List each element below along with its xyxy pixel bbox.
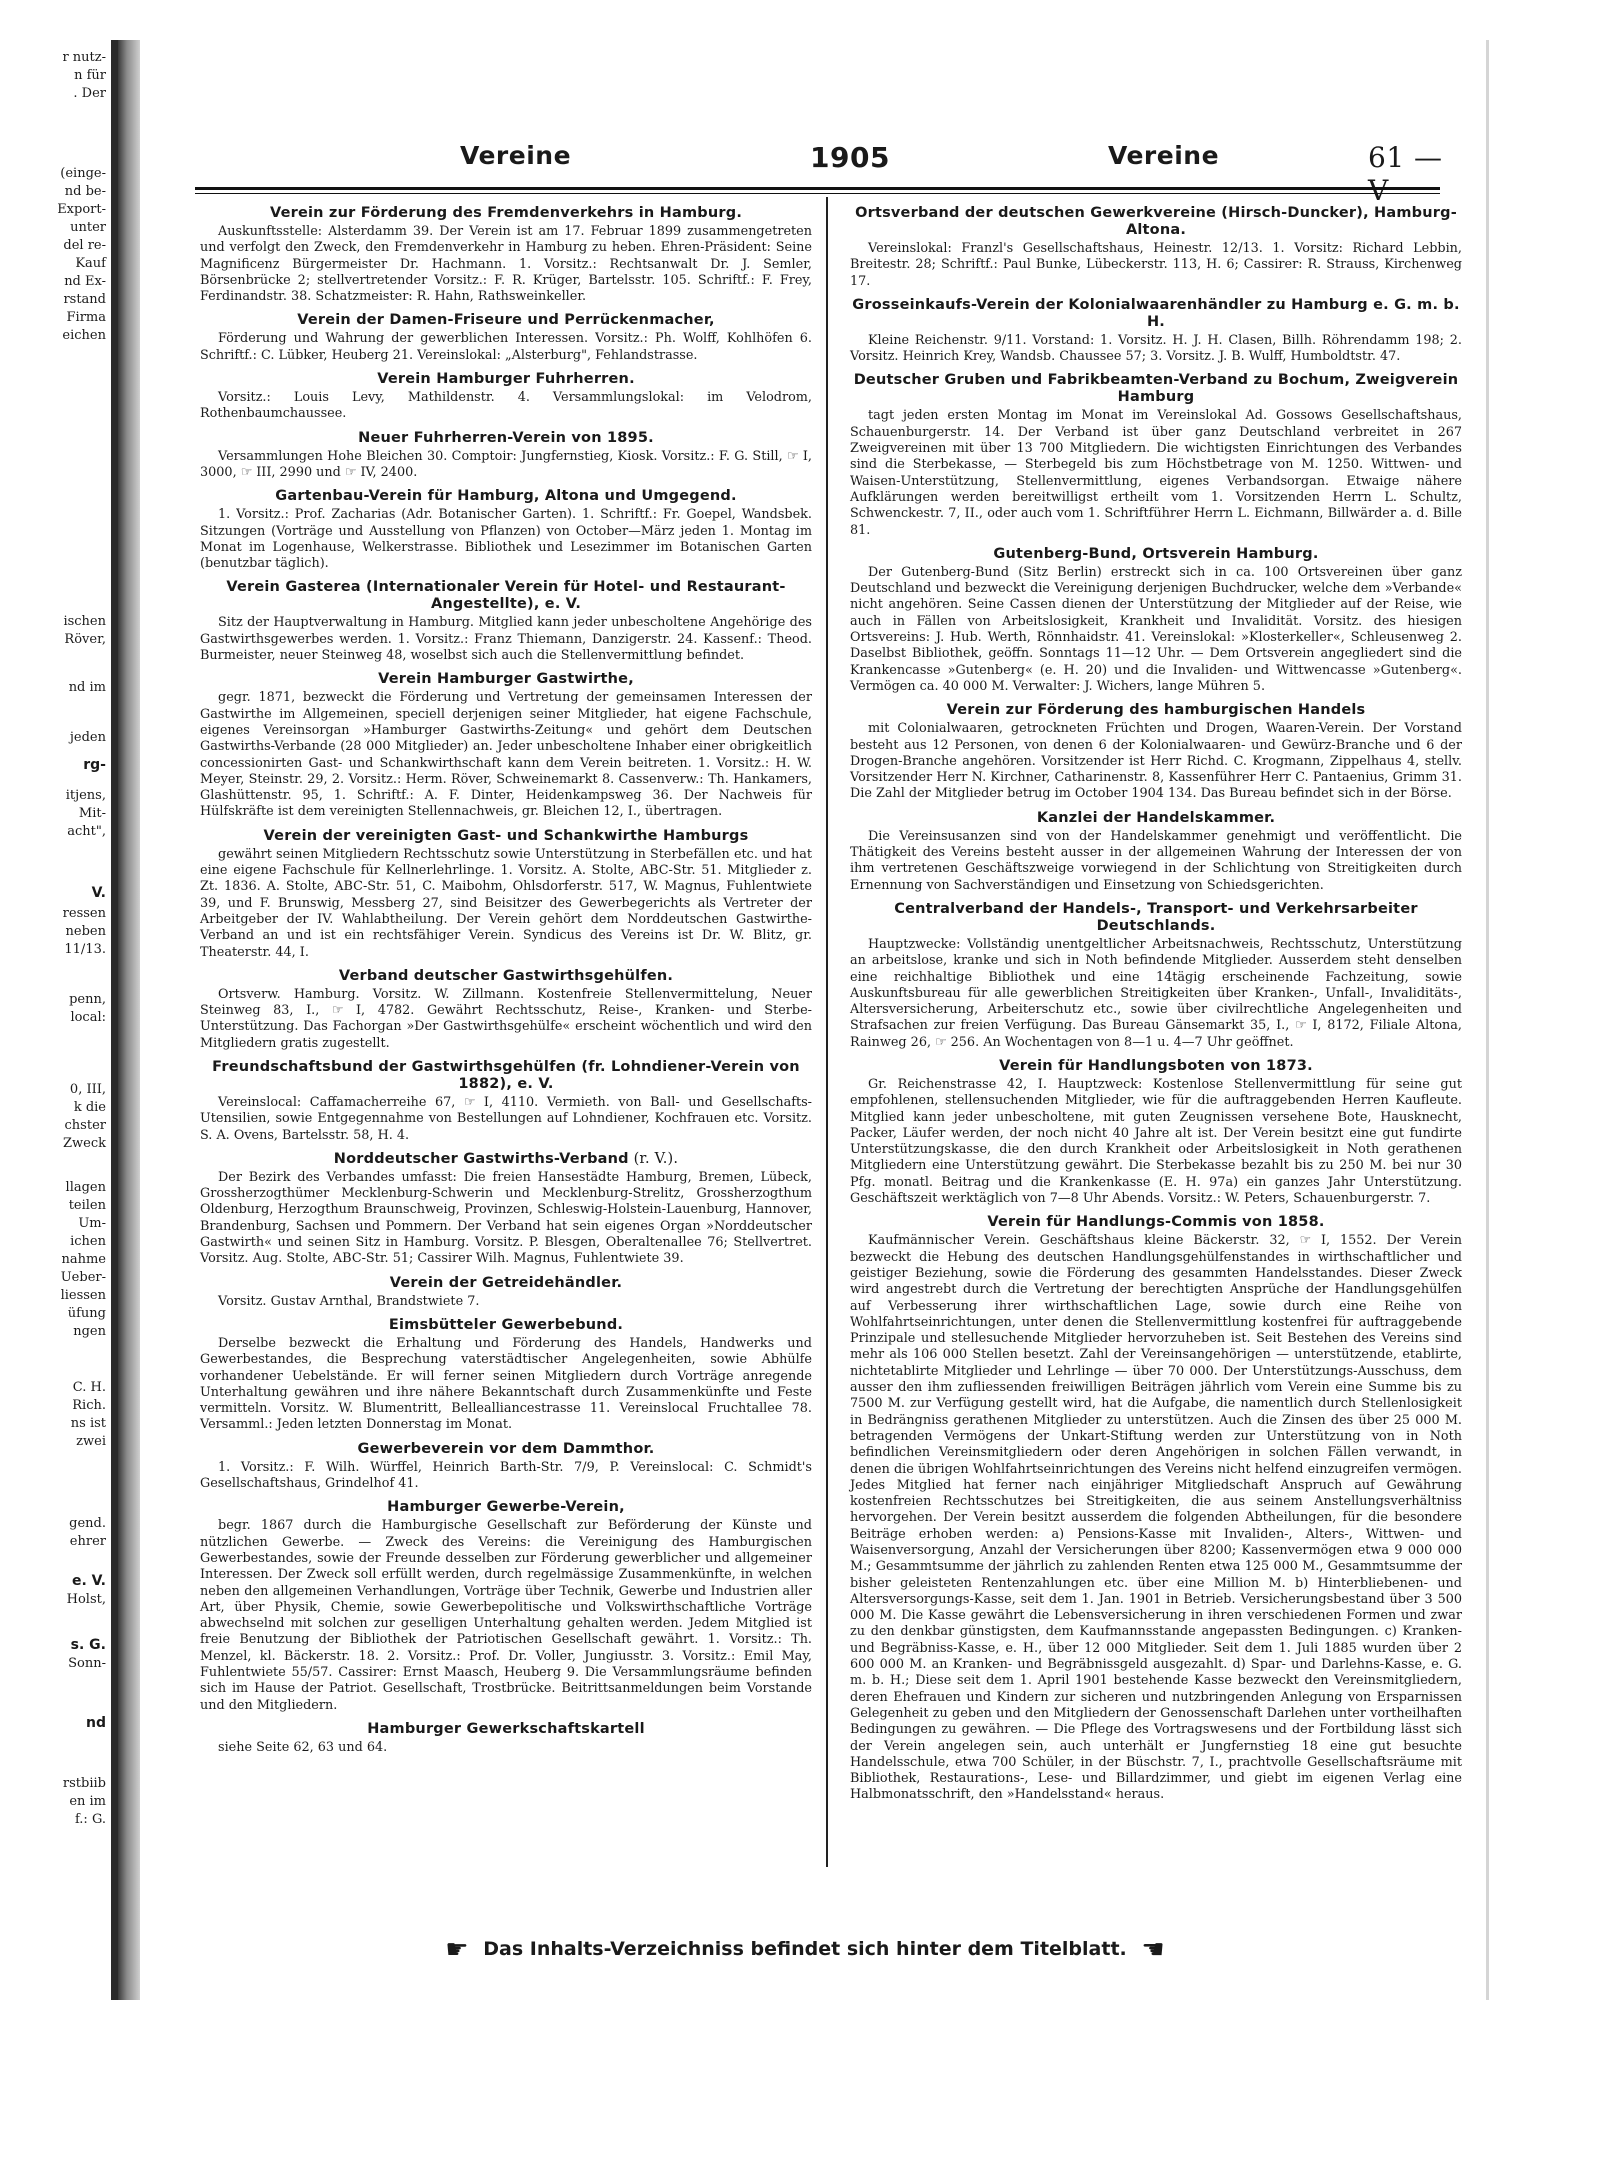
entry-title [200,1059,812,1093]
margin-fragment: . Der [73,86,106,101]
margin-fragment: local: [70,1010,106,1025]
entry-text: mit Colonialwaaren, getrockneten Früchten und Drogen, Waaren-Verein. Der Vorstand besteht aus 12 Personen, von denen 6 der Kolonialwaaren- und Gewürz-Branche und 6 der Drogen-Branche angehören. Vorsitzender ist Herr Richd. C. Krogmann, Zippelhaus 4, stellv. Vorsitzender Herr N. Kirchner, Catharinenstr. 8, Kassenführer Herr C. Pantaenius, Grimm 31. Die Zahl der Mitglieder betrug im October 1904 134. Das Bureau befindet sich in der Börse. [850,721,1462,802]
margin-fragment: Rich. [72,1398,106,1413]
margin-fragment: rg- [83,757,106,773]
directory-entry [850,901,1462,1051]
margin-fragment: k die [73,1100,106,1115]
entry-text: Versammlungen Hohe Bleichen 30. Comptoir: Jungfernstieg, Kiosk. Vorsitz.: F. G. Still, ☞ I, 3000, ☞ III, 2990 und ☞ IV, 2400. [200,448,812,480]
directory-entry [200,968,812,1052]
margin-fragment: eichen [62,328,106,343]
margin-fragment: acht", [67,824,106,839]
entry-title [200,1441,812,1458]
directory-entry [200,1151,812,1268]
margin-fragment: zwei [76,1434,106,1449]
margin-fragment: n für [74,68,106,83]
header-right-title: Vereine [1108,141,1220,170]
entry-text: Gr. Reichenstrasse 42, I. Hauptzweck: Kostenlose Stellenvermittlung für seine gut empfohlenen, stellensuchenden Mitglieder, wie für die auftraggebenden Herren Kaufleute. Mitglied kann jeder unbescholtene, mit guten Zeugnissen versehene Bote, Hausknecht, Packer, Läufer werden, der noch nicht 40 Jahre alt ist. Der Verein besitzt eine gut fundirte Unterstützungskasse, die den durch Krankheit oder Arbeitslosigkeit in Noth gerathenen Mitgliedern eine Unterstützung gewährt. Die Sterbekasse bezahlt bis zu 250 M. bei nur 30 Pfg. monatl. Beitrag und die Krankenkasse (E. H. 97a) ein ganzes Jahr Unterstützung. Geschäftszeit werktäglich von 7—8 Uhr Abends. Vorsitz.: W. Peters, Schauenburgerstr. 7. [850,1076,1462,1207]
facing-page-edge [0,40,118,2000]
entry-text: Vorsitz. Gustav Arnthal, Brandstwiete 7. [218,1293,480,1309]
margin-fragment: nd Ex- [64,274,106,289]
entry-text: gegr. 1871, bezweckt die Förderung und Vertretung der gemeinsamen Interessen der Gastwirthe im Allgemeinen, speciell derjenigen seiner Mitglieder, hat eigene Fachschule, eigenes Vereinsorgan »Hamburger Gastwirths-Zeitung« und gehört dem Deutschen Gastwirths-Verbande (28 000 Mitglieder) an. Jeder unbescholtene Inhaber einer obrigkeitlich concessionirten Gast- und Schankwirthschaft kann dem Verein beitreten. 1. Vorsitz.: H. W. Meyer, Steinstr. 29, 2. Vorsitz.: Herm. Röver, Schweinemarkt 8. Cassenverw.: Th. Hankamers, Glashüttenstr. 95, 1. Schriftf.: A. F. Dinter, Heidenkampsweg 36. Der Nachweis für Hülfskräfte ist dem vereinigten Stellennachweis, gr. Bleichen 12, I., übertragen. [200,690,812,820]
margin-fragment: Röver, [64,632,106,647]
entry-title-suffix: (r. V.). [628,1150,679,1167]
entry-text: siehe Seite 62, 63 und 64. [218,1739,388,1755]
entry-title-text: Verein zur Förderung des Fremdenverkehrs in Hamburg. [269,205,743,221]
entry-text: Hauptzwecke: Vollständig unentgeltlicher Arbeitsnachweis, Rechtsschutz, Unterstützung an arbeitslose, kranke und sich in Noth befindende Mitglieder. Ausserdem steht denselben eine reichhaltige Bibliothek und eine 14tägig erscheinende Fachzeitung, sowie Auskunftsbureau für alle gewerblichen Streitigkeiten über Kranken-, Unfall-, Invaliditäts-, Altersversicherung, Arbeiterschutz etc., sowie über civilrechtliche Angelegenheiten und Strafsachen zur freien Verfügung. Das Bureau Gänsemarkt 35, I., ☞ I, 8172, Filiale Altona, Rainweg 26, ☞ 256. An Wochentagen von 8—1 u. 4—7 Uhr geöffnet. [850,936,1462,1050]
margin-fragment: nd im [68,680,106,695]
directory-entry [200,579,812,664]
directory-entry [850,1214,1462,1803]
entry-title-text: Verband deutscher Gastwirthsgehülfen. [338,967,674,984]
margin-fragment: liessen [60,1288,106,1303]
pointing-hand-right-icon: ☛ [445,1935,469,1965]
entry-title [200,205,812,222]
directory-entry [850,1058,1462,1207]
directory-entry [200,1441,812,1493]
directory-entry [200,430,812,482]
entry-title-text: Grosseinkaufs-Verein der Kolonialwaarenhändler zu Hamburg e. G. m. b. H. [852,296,1460,330]
column-divider [826,197,828,1867]
margin-fragment: teilen [68,1198,106,1213]
margin-fragment: ichen [70,1234,106,1249]
entry-title-text: Verein Gasterea (Internationaler Verein für Hotel- und Restaurant-Angestellte), e. V. [226,579,786,613]
directory-entry [200,1275,812,1310]
margin-fragment: neben [65,924,106,939]
directory-entry [850,205,1462,290]
entry-title [200,968,812,985]
margin-fragment: Mit- [78,806,106,821]
entry-title-text: Neuer Fuhrherren-Verein von 1895. [358,429,654,446]
directory-entry [200,1317,812,1434]
entry-title [200,579,812,613]
entry-title [200,1721,812,1738]
entry-title [200,1317,812,1334]
margin-fragment: itjens, [65,788,106,803]
entry-text: Der Gutenberg-Bund (Sitz Berlin) erstreckt sich in ca. 100 Ortsvereinen über ganz Deutschland und bezweckt die Vereinigung derjenigen Buchdrucker, welche dem »Verbande« nicht angehören. Seine Cassen dienen der Unterstützung der Mitglieder auf der Reise, wie auch in Fällen von Arbeitslosigkeit, Krankheit und Invalidität. Vorsitz. des hiesigen Ortsvereins: J. Hub. Werth, Rönnhaidstr. 41. Vereinslokal: »Klosterkeller«, Schleusenweg 2. Daselbst Bibliothek, geöffn. Sonntags 11—12 Uhr. — Dem Ortsverein angegliedert sind die Krankencasse »Gutenberg« (e. H. 20) und die Invaliden- und Wittwencasse »Gutenberg«. Vermögen ca. 40 000 M. Verwalter: J. Wichers, lange Mühren 5. [850,564,1462,694]
entry-title [200,828,812,845]
entry-title [200,1151,812,1168]
entry-title-text: Freundschaftsbund der Gastwirthsgehülfen (fr. Lohndiener-Verein von 1882), e. V. [212,1058,800,1092]
margin-fragment: Firma [66,310,106,325]
entry-title-text: Kanzlei der Handelskammer. [1036,809,1276,826]
entry-title [850,372,1462,406]
entry-title-text: Verein für Handlungs-Commis von 1858. [987,1214,1325,1231]
margin-fragment: rstbiib [62,1776,106,1791]
margin-fragment: penn, [69,992,106,1007]
margin-fragment: chster [64,1118,106,1133]
margin-fragment: en im [69,1794,106,1809]
entry-text: Ortsverw. Hamburg. Vorsitz. W. Zillmann. Kostenfreie Stellenvermittelung, Neuer Steinweg 83, I., ☞ I, 4782. Gewährt Rechtsschutz, Reise-, Kranken- und Sterbe-Unterstützung. Das Fachorgan »Der Gastwirthsgehülfe« erscheint wöchentlich und wird den Mitgliedern gratis zugestellt. [200,986,812,1051]
entry-title-text: Verein der vereinigten Gast- und Schankwirthe Hamburgs [263,827,749,844]
entry-title-text: Deutscher Gruben und Fabrikbeamten-Verband zu Bochum, Zweigverein Hamburg [853,372,1459,406]
entry-title-text: Norddeutscher Gastwirths-Verband [333,1150,629,1167]
entry-title [850,1058,1462,1075]
margin-fragment: Export- [57,202,106,217]
entry-title-text: Ortsverband der deutschen Gewerkvereine (Hirsch-Duncker), Hamburg-Altona. [855,205,1457,238]
margin-fragment: jeden [69,730,106,745]
entry-title-text: Gewerbeverein vor dem Dammthor. [357,1440,655,1457]
entry-title-text: Hamburger Gewerbe-Verein, [387,1499,625,1516]
margin-fragment: f.: G. [74,1812,106,1827]
directory-entry [200,1059,812,1144]
header-page-number: 61 — V [1368,141,1443,207]
margin-fragment: gend. [69,1516,106,1531]
directory-entry [200,205,812,305]
entry-title [850,546,1462,563]
header-rule-thin [195,193,1440,194]
margin-fragment: 0, III, [69,1082,106,1097]
right-column [850,205,1462,1811]
entry-title [850,901,1462,935]
entry-title [850,1214,1462,1231]
entry-title [850,702,1462,719]
directory-entry [850,810,1462,894]
footer-text: Das Inhalts-Verzeichniss befindet sich hinter dem Titelblatt. [483,1938,1127,1960]
entry-title-text: Eimsbütteler Gewerbebund. [388,1316,624,1333]
margin-fragment: ehrer [69,1534,106,1549]
margin-fragment: Sonn- [68,1656,106,1671]
entry-title-text: Verein für Handlungsboten von 1873. [999,1057,1313,1074]
page-edge-shadow [111,40,118,2000]
footer-notice [140,1935,1470,1965]
entry-title-text: Gartenbau-Verein für Hamburg, Altona und Umgegend. [275,488,737,505]
entry-text: Der Bezirk des Verbandes umfasst: Die freien Hansestädte Hamburg, Bremen, Lübeck, Grossherzogthümer Mecklenburg-Schwerin und Mecklenburg-Strelitz, Grossherzogthum Oldenburg, Herzogthum Braunschweig, Provinzen, Schleswig-Holstein-Lauenburg, Hannover, Brandenburg, Sachsen und Pommern. Der Verband hat sein eigenes Organ »Norddeutscher Gastwirth« und seinen Sitz in Hamburg. Vorsitz. P. Blesgen, Oberaltenallee 76; Stellvertret. Vorsitz. Aug. Stolte, ABC-Str. 51; Cassirer Wilh. Magnus, Fuhlentwiete 39. [200,1169,812,1267]
margin-fragment: ngen [73,1324,106,1339]
entry-title [200,1275,812,1292]
entry-title [200,312,812,329]
entry-text: Auskunftsstelle: Alsterdamm 39. Der Verein ist am 17. Februar 1899 zusammengetreten und verfolgt den Zweck, den Fremdenverkehr in Hamburg zu heben. Ehren-Präsident: Seine Magnificenz Bürgermeister Dr. Hachmann. 1. Vorsitz.: Rechtsanwalt Dr. J. Semler, Börsenbrücke 2; stellvertretender Vorsitz.: F. R. Krüger, Bartelsstr. 105. Schriftf.: F. Frey, Ferdinandstr. 38. Schatzmeister: R. Hahn, Rathsweinkeller. [200,224,812,305]
entry-title-text: Verein Hamburger Fuhrherren. [377,371,635,388]
directory-entry [200,828,812,961]
margin-fragment: r nutz- [62,50,106,65]
directory-entry [850,372,1462,538]
directory-entry [850,702,1462,802]
margin-fragment: ns ist [70,1416,106,1431]
entry-title-text: Verein der Damen-Friseure und Perrückenmacher, [297,312,715,329]
entry-title [200,371,812,388]
directory-entry [850,297,1462,366]
left-column [200,205,812,1763]
margin-fragment: nd be- [64,184,106,199]
entry-title [850,297,1462,331]
margin-fragment: Ueber- [60,1270,106,1285]
entry-title-text: Centralverband der Handels-, Transport- und Verkehrsarbeiter Deutschlands. [894,900,1418,934]
pointing-hand-left-icon: ☚ [1141,1935,1165,1965]
entry-text: begr. 1867 durch die Hamburgische Gesellschaft zur Beförderung der Künste und nützlichen Gewerbe. — Zweck des Vereins: die Vereinigung des Hamburgischen Gewerbestandes, sowie der Freunde desselben zur Förderung gewerblicher und allgemeiner Interessen. Der Zweck soll erfüllt werden, durch regelmässige Zusammenkünfte, in welchen neben den allgemeinen Verhandlungen, Vorträge über Technik, Gewerbe und Industrien aller Art, über Physik, Chemie, sowie Gewerbepolitische und Volkswirthschaftliche Vorträge abwechselnd mit solchen zur geselligen Unterhaltung gehalten werden. Jedem Mitglied ist freie Benutzung der Bibliothek der Patriotischen Gesellschaft gewährt. 1. Vorsitz.: Th. Menzel, kl. Bäckerstr. 18. 2. Vorsitz.: Prof. Dr. Voller, Jungiusstr. 3. Vorsitz.: Emil May, Fuhlentwiete 55/57. Cassirer: Ernst Maasch, Heuberg 9. Die Versammlungsräume befinden sich im Hause der Patriot. Gesellschaft, Trostbrücke. Beitrittsanmeldungen beim Vorstande und den Mitgliedern. [200,1518,812,1713]
header-left-title: Vereine [460,141,572,170]
entry-title [200,430,812,447]
entry-text: gewährt seinen Mitgliedern Rechtsschutz sowie Unterstützung in Sterbefällen etc. und hat eine eigene Fachschule für Kellnerlehrlinge. 1. Vorsitz. A. Stolte, ABC-Str. 51. Mitglieder z. Zt. 1836. A. Stolte, ABC-Str. 51, C. Maibohm, Ohlsdorferstr. 517, W. Magnus, Fuhlentwiete 39, und F. Brunswig, Messberg 27, sind Beisitzer des Gewerbegerichts als Vertreter der Arbeitgeber der IV. Wahlabtheilung. Der Verein gehört dem Norddeutschen Gastwirthe-Verband an und ist ein rechtsfähiger Verein. Syndicus des Vereins ist Dr. W. Blitz, gr. Theaterstr. 44, I. [200,846,812,960]
header-year: 1905 [810,141,890,174]
margin-fragment: Um- [78,1216,106,1231]
running-header [140,135,1470,207]
entry-title [200,671,812,688]
margin-fragment: rstand [63,292,106,307]
directory-entry [200,1721,812,1756]
margin-fragment: ischen [63,614,106,629]
page-right-edge [1486,40,1489,2000]
header-rule-thick [195,187,1440,190]
entry-title-text: Verein Hamburger Gastwirthe, [378,671,634,688]
entry-text: Die Vereinsusanzen sind von der Handelskammer genehmigt und veröffentlicht. Die Thätigkeit des Vereins besteht ausser in der allgemeinen Wahrung der Interessen der von ihm vertretenen Geschäftszweige vorwiegend in der Schlichtung von Streitigkeiten durch Ernennung von Sachverständigen und Einsetzung von Schiedsgerichten. [850,828,1462,893]
margin-fragment: 11/13. [64,942,106,957]
entry-title [200,1499,812,1516]
entry-text: Derselbe bezweckt die Erhaltung und Förderung des Handels, Handwerks und Gewerbestandes, die Besprechung vaterstädtischer Angelegenheiten, sowie Abhülfe vorhandener Uebelstände. Er will ferner seinen Mitgliedern durch Vorträge anregende Unterhaltung gewähren und ihre nähere Bekanntschaft durch Zusammenkünfte und Feste vermitteln. Vorsitz. W. Blumentritt, Bellealliancestrasse 11. Vereinslocal Fruchtallee 78. Versamml.: Jeden letzten Donnerstag im Monat. [200,1335,812,1433]
directory-entry [200,488,812,572]
entry-text: Vorsitz.: Louis Levy, Mathildenstr. 4. Versammlungslokal: im Velodrom, Rothenbaumchaussee. [200,390,812,422]
entry-title [850,205,1462,239]
margin-fragment: V. [91,885,106,901]
margin-fragment: Zweck [62,1136,106,1151]
directory-entry [200,312,812,364]
entry-text: 1. Vorsitz.: Prof. Zacharias (Adr. Botanischer Garten). 1. Schriftf.: Fr. Goepel, Wandsbek. Sitzungen (Vorträge und Ausstellung von Pflanzen) von October—März jeden 1. Montag im Monat im Logenhause, Welkerstrasse. Bibliothek und Lesezimmer im Botanischen Garten (benutzbar täglich). [200,507,812,572]
entry-title-text: Hamburger Gewerkschaftskartell [367,1720,645,1737]
entry-title-text: Verein der Getreidehändler. [389,1274,623,1291]
directory-entry [850,546,1462,695]
entry-text: Kaufmännischer Verein. Geschäftshaus kleine Bäckerstr. 32, ☞ I, 1552. Der Verein bezweckt die Hebung des deutschen Handlungsgehülfenstandes in wirthschaftlicher und geistiger Beziehung, sowie die Förderung des gesammten Handelsstandes. Dieser Zweck wird angestrebt durch die Vertretung der berechtigten Ansprüche der Handlungsgehülfen auf Verbesserung ihrer wirthschaftlichen Lage, sowie durch eine Reihe von Wohlfahrtseinrichtungen, unter denen die Stellenvermittlung kostenfrei für auftraggebende Prinzipale und stellesuchende Mitglieder hervorzuheben ist. Seit Bestehen des Vereins sind mehr als 106 000 Stellen besetzt. Zahl der Vereinsangehörigen — unterstützende, etablirte, nichtetablirte Mitglieder und Lehrlinge — über 70 000. Der Unterstützungs-Ausschuss, dem ausser den ihm zufliessenden freiwilligen Beiträgen jährlich vom Verein eine Summe bis zu 7500 M. zur Verfügung gestellt wird, hat die Aufgabe, die namentlich durch Stellenlosigkeit in Bedrängniss gerathenen Mitglieder zu unterstützen. Auch die Zinsen des über 25 000 M. betragenden Vermögens der Unkart-Stiftung werden zur Unterstützung von in Noth befindlichen Vereinsmitgliedern oder deren Angehörigen in solchen Fällen verwandt, in denen die übrigen Wohlfahrtseinrichtungen des Vereins nicht helfend einzugreifen vermögen. Jedes Mitglied hat ferner nach einjähriger Mitgliedschaft Anspruch auf Gewährung kostenfreien Rechtsschutzes bei Streitigkeiten, die aus seinem Anstellungsverhältniss hervorgehen. Der Verein besitzt ausserdem die folgenden Abtheilungen, für die besondere Beiträge erhoben werden: a) Pensions-Kasse mit Invaliden-, Alters-, Wittwen- und Waisenversorgung, Anzahl der Versicherungen über 8200; Kassenvermögen etwa 9 000 000 M.; Gesammtsumme der jährlich zu zahlenden Renten etwa 125 000 M., Gesammtsumme der bisher geleisteten Rentenzahlungen etc. über eine Million M. b) Hinterbliebenen- und Altersversorgungs-Kasse, seit dem 1. Jan. 1901 in Betrieb. Versicherungsbestand über 3 500 000 M. Die Kasse gewährt die Lebensversicherung in ihren verschiedenen Formen und zwar zu den denkbar günstigsten, dem Kaufmannsstande angepassten Bedingungen. c) Kranken- und Begräbniss-Kasse, e. H., über 12 000 Mitglieder. Seit dem 1. Juli 1885 wurden über 2 600 000 M. an Kranken- und Begräbnissgeld ausgezahlt. d) Spar- und Darlehns-Kasse, e. G. m. b. H.; Diese seit dem 1. April 1901 bestehende Kasse bezweckt den Vereinsmitgliedern, deren Ehefrauen und Kindern zur sicheren und nutzbringenden Anlegung von Ersparnissen Gelegenheit zu geben und den Mitgliedern der Genossenschaft Darlehen unter vortheilhaften Bedingungen zu gewähren. — Die Pflege des Vortragswesens und der Fortbildung lässt sich der Verein angelegen sein, auch unterhält er Jungfernstieg 18 eine gut besuchte Handelsschule, etwa 700 Schüler, in der Büschstr. 7, I., prachtvolle Gesellschaftsräume mit Bibliothek, Restaurations-, Lese- und Billardzimmer, und giebt im eigenen Verlag eine Halbmonatsschrift, den »Handelsstand« heraus. [850,1233,1462,1803]
entry-text: Förderung und Wahrung der gewerblichen Interessen. Vorsitz.: Ph. Wolff, Kohlhöfen 6. Schriftf.: C. Lübker, Heuberg 21. Vereinslokal: „Alsterburg", Fehlandstrasse. [200,331,812,363]
entry-text: Sitz der Hauptverwaltung in Hamburg. Mitglied kann jeder unbescholtene Angehörige des Gastwirthsgewerbes werden. 1. Vorsitz.: Franz Thiemann, Danzigerstr. 24. Kassenf.: Theod. Burmeister, neuer Steinweg 48, woselbst sich auch die Stellenvermittlung befindet. [200,615,812,664]
margin-fragment: üfung [67,1306,106,1321]
margin-fragment: unter [70,220,106,235]
margin-fragment: C. H. [72,1380,106,1395]
directory-entry [200,1499,812,1714]
entry-text: 1. Vorsitz.: F. Wilh. Würffel, Heinrich Barth-Str. 7/9, P. Vereinslocal: C. Schmidt's Gesellschaftshaus, Grindelhof 41. [200,1459,812,1492]
margin-fragment: e. V. [71,1573,106,1589]
directory-page [140,135,1470,2095]
entry-text: Vereinslokal: Franzl's Gesellschaftshaus, Heinestr. 12/13. 1. Vorsitz: Richard Lebbin, Breitestr. 28; Schriftf.: Paul Bunke, Lübeckerstr. 113, H. 6; Cassirer: R. Strauss, Kirchenweg 17. [850,241,1462,289]
margin-fragment: nd [86,1715,106,1731]
directory-entry [200,671,812,820]
book-binding [118,40,140,2000]
margin-fragment: nahme [61,1252,106,1267]
margin-fragment: llagen [65,1180,106,1195]
entry-text: Vereinslocal: Caffamacherreihe 67, ☞ I, 4110. Vermieth. von Ball- und Gesellschafts-Utensilien, sowie Entgegennahme von Bestellungen auf Lohndiener, Kochfrauen etc. Vorsitz. S. A. Ovens, Bartelsstr. 58, H. 4. [200,1094,812,1143]
directory-entry [200,371,812,423]
margin-fragment: Holst, [66,1592,106,1607]
entry-title [200,488,812,505]
margin-fragment: ressen [62,906,106,921]
entry-text: tagt jeden ersten Montag im Monat im Vereinslokal Ad. Gossows Gesellschaftshaus, Schauenburgerstr. 14. Der Verband ist über ganz Deutschland verbreitet in 267 Zweigvereinen mit über 13 700 Mitgliedern. Die wichtigsten Einrichtungen des Verbandes sind die Sterbekasse, — Sterbegeld bis zum Höchstbetrage von M. 1250. Wittwen- und Waisen-Unterstützung, Stellenvermittlung, eigenes Verbandsorgan. Etwaige nähere Aufklärungen werden bereitwilligst ertheilt vom 1. Vorsitzenden Herrn L. Schultz, Schwenckestr. 7, II., oder auch vom 1. Schriftführer Herrn L. Eichmann, Billwärder a. d. Bille 81. [850,408,1462,538]
entry-title-text: Verein zur Förderung des hamburgischen Handels [946,702,1366,719]
entry-title [850,810,1462,827]
margin-fragment: del re- [63,238,106,253]
margin-fragment: Kauf [75,256,106,271]
entry-text: Kleine Reichenstr. 9/11. Vorstand: 1. Vorsitz. H. J. H. Clasen, Billh. Röhrendamm 198; 2. Vorsitz. Heinrich Krey, Wandsb. Chaussee 57; 3. Vorsitz. J. B. Wulff, Humboldtstr. 47. [850,332,1462,365]
entry-title-text: Gutenberg-Bund, Ortsverein Hamburg. [993,545,1319,562]
margin-fragment: s. G. [70,1637,106,1653]
margin-fragment: (einge- [60,166,106,181]
